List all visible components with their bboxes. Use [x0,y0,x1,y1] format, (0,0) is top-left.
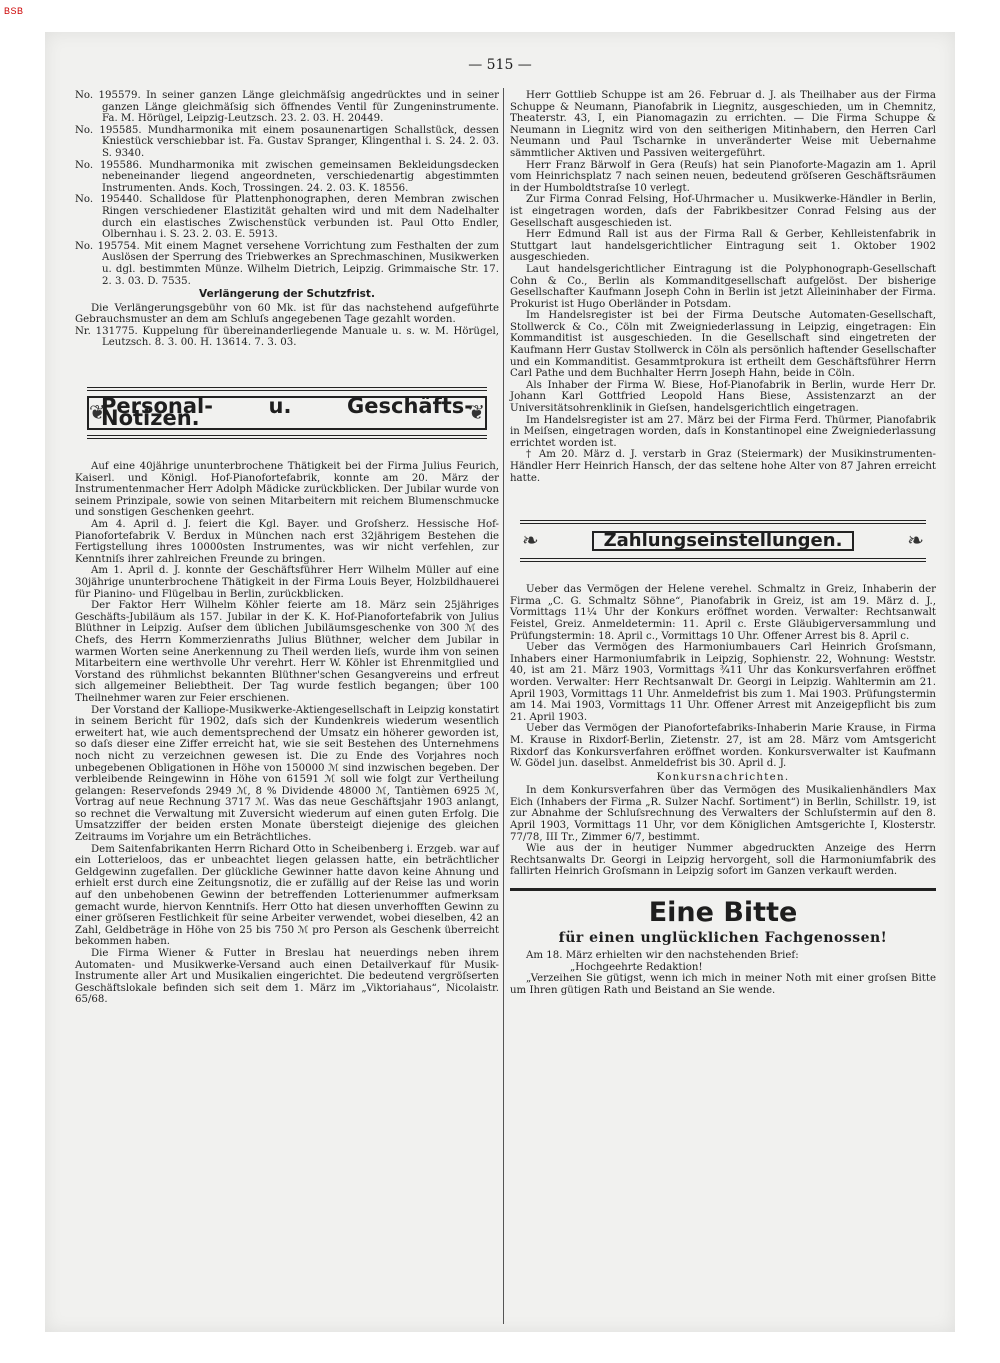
insolvency-paragraph: Ueber das Vermögen des Harmoniumbauers Carl Heinrich Groſsmann, Inhabers einer Harmoniumfabrik in Leipzig, Sophienstr. 22, Wohnung: Weststr. 40, ist am 21. März 1903, Vormittags ¾11 Uhr das Konkursverfahren eröffnet worden. Verwalter: Herr Rechtsanwalt Dr. Georgi in Leipzig. Wahltermin am 21. April 1903, Vormittags 11 Uhr. Anmeldefrist bis zum 1. Mai 1903. Prüfungstermin am 14. Mai 1903, Vormittags 11 Uhr. Offener Arrest mit Anzeigepflicht bis zum 21. April 1903. [510,642,936,723]
notice-paragraph: Auf eine 40jährige ununterbrochene Thätigkeit bei der Firma Julius Feurich, Kaiserl. und Königl. Hof-Pianofortefabrik, konnte am 20. März der Instrumentenmacher Herr Adolph Mädicke zurückblicken. Der Jubilar wurde von seinem Prinzipale, sowie von seinen Mitarbeitern mit reichem Blumenschmucke und sonstigen Geschenken geehrt. [75,461,499,519]
section-title-zahlung: Zahlungseinstellungen. [592,531,855,551]
right-column [510,90,936,996]
ad-letter: „Verzeihen Sie gütigst, wenn ich mich in meiner Noth mit einer groſsen Bitte um Ihren gütigen Rath und Beistand an Sie wende. [510,973,936,996]
insolvency-paragraph: Ueber das Vermögen der Helene verehel. Schmaltz in Greiz, Inhaberin der Firma „C. G. Schmaltz Söhne“, Pianofabrik in Greiz, ist am 19. März d. J., Vormittags 11¼ Uhr der Konkurs eröffnet worden. Verwalter: Rechtsanwalt Feistel, Greiz. Anmeldetermin: 11. April c. Erste Gläubigerversammlung und Prüfungstermin: 18. April c., Vormittags 10 Uhr. Offener Arrest bis 8. April c. [510,584,936,642]
patent-entry: No. 195440. Schalldose für Plattenphonographen, deren Membran zwischen Ringen verschiedener Elastizität gehalten wird und mit dem Nadelhalter durch ein elastisches Zwischenstück verbunden ist. Paul Otto Endler, Olbernhau i. S. 23. 2. 03. E. 5913. [75,194,499,241]
konkurs-paragraph: Wie aus der in heutiger Nummer abgedruckten Anzeige des Herrn Rechtsanwalts Dr. Georgi in Leipzig hervorgeht, soll die Harmoniumfabrik des fallirten Heinrich Groſsmann in Leipzig sofort im Ganzen verkauft werden. [510,843,936,878]
insolvency-paragraph: Ueber das Vermögen der Pianofortefabriks-Inhaberin Marie Krause, in Firma M. Krause in Rixdorf-Berlin, Zietenstr. 27, ist am 28. März vom Amtsgericht Rixdorf das Konkursverfahren eröffnet worden. Konkursverwalter ist Kaufmann W. Gödel jun. daselbst. Anmeldefrist bis 30. April d. J. [510,723,936,770]
notice-paragraph: Am 4. April d. J. feiert die Kgl. Bayer. und Groſsherz. Hessische Hof-Pianofortefabrik V. Berdux in München nach erst 32jährigem Bestehen die Fertigstellung ihres 10000sten Instrumentes, was wir nicht verfehlen, zur Kenntniſs ihrer zahlreichen Freunde zu bringen. [75,519,499,565]
patent-entry: No. 195579. In seiner ganzen Länge gleichmäſsig angedrücktes und in seiner ganzen Länge gleichmäſsig sich öffnendes Ventil für Zungeninstrumente. Fa. M. Hörügel, Leipzig-Leutzsch. 23. 2. 03. H. 20449. [75,90,499,125]
ornament-icon: ❦ [89,400,106,425]
section-banner-personal [87,387,487,439]
page-number: — 515 — [468,57,532,73]
notice-paragraph: Zur Firma Conrad Felsing, Hof-Uhrmacher u. Musikwerke-Händler in Berlin, ist eingetragen worden, daſs der Fabrikbesitzer Conrad Felsing aus der Gesellschaft ausgeschieden ist. [510,194,936,229]
ad-title: Eine Bitte [648,897,798,929]
patent-entry: No. 195586. Mundharmonika mit zwischen gemeinsamen Bekleidungsdecken nebeneinander liegend angeordneten, verschiedenartig abgestimmten Instrumenten. Ands. Koch, Trossingen. 24. 2. 03. K. 18556. [75,159,499,194]
left-column [75,90,499,1006]
column-divider [503,88,504,1324]
notice-paragraph: Die Firma Wiener & Futter in Breslau hat neuerdings neben ihrem Automaten- und Musikwerke-Versand auch einen Detailverkauf für Musik-Instrumente aller Art und Musikalien eingerichtet. Die bedeutend vergröſserten Geschäftslokale befinden sich seit dem 1. März im „Viktoriahaus“, Nicolaistr. 65/68. [75,948,499,1006]
notice-paragraph: Im Handelsregister ist bei der Firma Deutsche Automaten-Gesellschaft, Stollwerck & Co., Cöln mit Zweigniederlassung in Leipzig, eingetragen: Ein Kommanditist ist ausgeschieden. In die Gesellschaft sind eingetreten der Kaufmann Herr Gustav Stollwerck in Cöln als persönlich haftender Gesellschafter und ein Kommanditist. Gesammtprokura ist ertheilt dem Geschäftsführer Herrn Carl Pathe und dem Buchhalter Herrn Joseph Hahn, beide in Cöln. [510,310,936,380]
section-banner-zahlung [520,520,926,562]
section-title-personal: Personal- u. Geschäfts-Notizen. [87,396,487,429]
ad-intro: Am 18. März erhielten wir den nachstehenden Brief: [526,950,799,962]
notice-paragraph: Herr Gottlieb Schuppe ist am 26. Februar d. J. als Theilhaber aus der Firma Schuppe & Neumann, Pianofabrik in Liegnitz, ausgeschieden, um in Chemnitz, Theaterstr. 43, I, ein Pianomagazin zu errichten. — Die Firma Schuppe & Neumann in Liegnitz wird von den seitherigen Mitinhabern, den Herren Carl Neumann und Paul Tscharnke in unveränderter Weise mit Uebernahme sämmtlicher Aktiven und Passiven weitergeführt. [510,90,936,159]
ad-salutation: „Hochgeehrte Redaktion! [570,961,703,973]
ornament-icon: ❦ [468,400,485,425]
patent-entry: No. 195754. Mit einem Magnet versehene Vorrichtung zum Festhalten der zum Auslösen der Sperrung des Triebwerkes an Sprechmaschinen, Musikwerken u. dgl. bestimmten Münze. Wilhelm Dietrich, Leipzig. Grimmaische Str. 17. 2. 3. 03. D. 7535. [75,240,499,287]
library-mark: BSB [4,6,24,16]
notice-paragraph: † Am 20. März d. J. verstarb in Graz (Steiermark) der Musikinstrumenten-Händler Herr Heinrich Hansch, der das seltene hohe Alter von 87 Jahren erreicht hatte. [510,449,936,484]
notice-paragraph: Laut handelsgerichtlicher Eintragung ist die Polyphonograph-Gesellschaft Cohn & Co., Berlin als Kommanditgesellschaft aufgelöst. Der bisherige Gesellschafter Kaufmann Joseph Cohn in Berlin ist jetzt Alleininhaber der Firma. Prokurist ist Hugo Oberländer in Potsdam. [510,263,936,310]
konkurs-heading: Konkursnachrichten. [656,771,790,783]
ornament-icon: ❧ [907,528,924,553]
notice-paragraph: Der Faktor Herr Wilhelm Köhler feierte am 18. März sein 25jähriges Geschäfts-Jubiläum als 157. Jubilar in der K. K. Hof-Pianofortefabrik von Julius Blüthner in Leipzig. Auſser dem üblichen Jubiläumsgeschenke von 300 ℳ des Chefs, des Herrn Kommerzienraths Julius Blüthner, welcher dem Jubilar in warmen Worten seine Anerkennung zu Theil werden lieſs, wurde ihm von seinen Mitarbeitern eine werthvolle Uhr verehrt. Herr W. Köhler ist Ehrenmitglied und Vorstand des rühmlichst bekannten Blüthner'schen Gesangvereins und erfreut sich allgemeiner Beliebtheit. Der Tag wurde festlich begangen; über 100 Theilnehmer waren zur Feier erschienen. [75,600,499,704]
notice-paragraph: Der Vorstand der Kalliope-Musikwerke-Aktiengesellschaft in Leipzig konstatirt in seinem Bericht für 1902, daſs sich der Kundenkreis wiederum wesentlich erweitert hat, wie auch dementsprechend der Umsatz ein höherer geworden ist, so daſs dieser eine Ziffer erreicht hat, wie sie seit Bestehen des Unternehmens noch nicht zu verzeichnen gewesen ist. Die zu Ende des Vorjahres noch unbegebenen Obligationen in Höhe von 150000 ℳ sind inzwischen begeben. Der verbleibende Reingewinn in Höhe von 61591 ℳ soll wie folgt zur Vertheilung gelangen: Reservefonds 2949 ℳ, 8 % Dividende 48000 ℳ, Tantièmen 6925 ℳ, Vortrag auf neue Rechnung 3717 ℳ. Was das neue Geschäftsjahr 1903 anlangt, so rechnet die Verwaltung mit Zuversicht wiederum auf einen guten Erfolg. Die Umsatzziffer der beiden ersten Monate übersteigt diejenige des gleichen Zeitraums im Vorjahre um ein Beträchtliches. [75,704,499,844]
notice-paragraph: Herr Franz Bärwolf in Gera (Reuſs) hat sein Pianoforte-Magazin am 1. April vom Heinrichsplatz 7 nach seinen neuen, bedeutend gröſseren Geschäftsräumen in der Humboldtstraſse 10 verlegt. [510,159,936,194]
newspaper-page [45,32,955,1332]
ad-subtitle: für einen unglücklichen Fachgenossen! [558,930,888,947]
notice-paragraph: Als Inhaber der Firma W. Biese, Hof-Pianofabrik in Berlin, wurde Herr Dr. Johann Karl Gottfried Leopold Hans Biese, Assistenzarzt an der Universitätsohrenklinik in Gieſsen, handelsgerichtlich eingetragen. [510,379,936,415]
ad-rule [510,888,936,891]
notice-paragraph: Am 1. April d. J. konnte der Geschäftsführer Herr Wilhelm Müller auf eine 30jährige ununterbrochene Thätigkeit in der Firma Louis Beyer, Holzbildhauerei für Pianino- und Flügelbau in Berlin, zurückblicken. [75,565,499,600]
extension-item: Nr. 131775. Kuppelung für übereinanderliegende Manuale u. s. w. M. Hörügel, Leutzsch. 8. 3. 00. H. 13614. 7. 3. 03. [75,325,499,349]
notice-paragraph: Dem Saitenfabrikanten Herrn Richard Otto in Scheibenberg i. Erzgeb. war auf ein Lotterieloos, das er unbeachtet liegen gelassen hatte, ein beträchtlicher Geldgewinn zugefallen. Der glückliche Gewinner hatte davon keine Ahnung und erhielt erst durch eine Zeitungsnotiz, die er zufällig auf der Reise las und worin auf den unbehobenen Gewinn der betreffenden Lotterienummer aufmerksam gemacht wurde, hiervon Kenntniſs. Herr Otto hat diesen unverhofften Gewinn zu einer gröſseren Festlichkeit für seine Arbeiter verwendet, wobei dieselben, 42 an Zahl, Geldbeträge in Höhe von 25 bis 750 ℳ pro Person als Geschenk überreicht bekommen haben. [75,843,499,948]
notice-paragraph: Herr Edmund Rall ist aus der Firma Rall & Gerber, Kehlleistenfabrik in Stuttgart laut handelsgerichtlicher Eintragung seit 1. Oktober 1902 ausgeschieden. [510,229,936,264]
notice-paragraph: Im Handelsregister ist am 27. März bei der Firma Ferd. Thürmer, Pianofabrik in Meiſsen, eingetragen worden, daſs in Konstantinopel eine Zweigniederlassung errichtet worden ist. [510,414,936,449]
konkurs-paragraph: In dem Konkursverfahren über das Vermögen des Musikalienhändlers Max Eich (Inhabers der Firma „R. Sulzer Nachf. Sortiment“) in Berlin, Schillstr. 19, ist zur Abnahme der Schluſsrechnung des Verwalters der Schluſstermin auf den 8. April 1903, Vormittags 11 Uhr, vor dem Königlichen Amtsgerichte I, Klosterstr. 77/78, III Tr., Zimmer 6/7, bestimmt. [510,785,936,843]
ornament-icon: ❧ [522,528,539,553]
patent-entry: No. 195585. Mundharmonika mit einem posaunenartigen Schallstück, dessen Kniestück verschiebbar ist. Fa. Gustav Spranger, Klingenthal i. S. 24. 2. 03. S. 9340. [75,124,499,159]
extension-heading: Verlängerung der Schutzfrist. [199,288,375,301]
extension-intro: Die Verlängerungsgebühr von 60 Mk. ist für das nachstehend aufgeführte Gebrauchsmuster an dem am Schluſs angegebenen Tage gezahlt worden. [75,302,499,326]
